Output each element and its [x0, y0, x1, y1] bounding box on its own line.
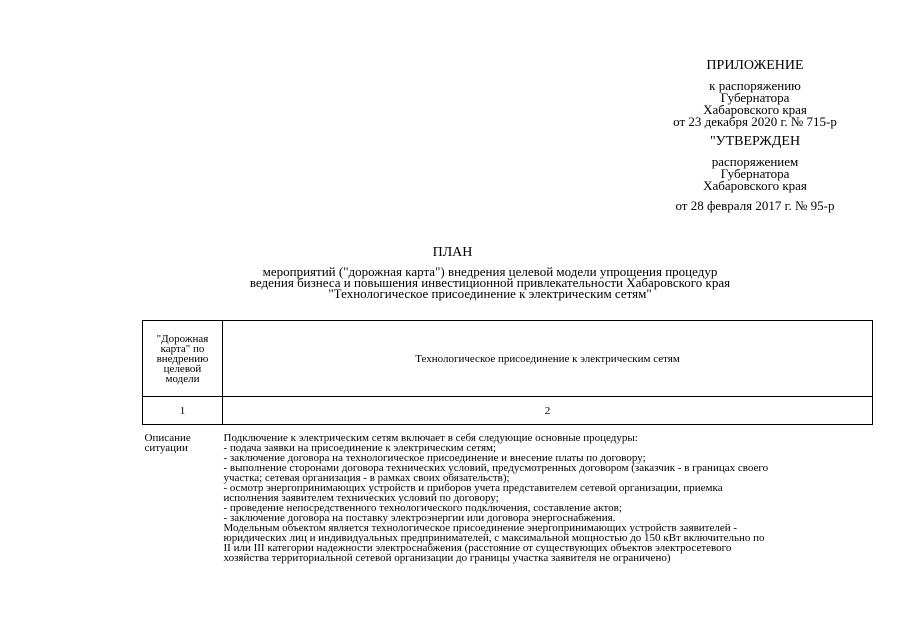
column-number-2: 2 — [223, 397, 873, 425]
approved-line: от 28 февраля 2017 г. № 95-р — [675, 198, 835, 213]
plan-subtitle-line: мероприятий ("дорожная карта") внедрения целевой модели упрощения процедур — [262, 264, 718, 279]
description-line: исполнения заявителем технических условий по договору; — [223, 492, 499, 504]
description-line: хозяйства территориальной сетевой организации до границы участка заявителя не ограничено) — [223, 552, 671, 564]
description-line: - подача заявки на присоединение к электрическим сетям; — [223, 442, 497, 454]
appendix-line: Хабаровского края — [703, 102, 807, 117]
row-label-cell — [143, 425, 223, 565]
appendix-line: от 23 декабря 2020 г. № 715-р — [673, 114, 837, 129]
header-cell-line: модели — [165, 372, 200, 385]
description-line: - заключение договора на поставку электроэнергии или договора энергоснабжения. — [223, 512, 616, 524]
table-number-row — [143, 397, 873, 425]
description-line: юридических лиц и индивидуальных предпринимателей, с максимальной мощностью до 150 кВт включительно по — [223, 532, 765, 544]
header-cell-roadmap — [143, 321, 223, 397]
plan-subtitle — [180, 266, 800, 299]
approved-line: распоряжением — [711, 154, 799, 169]
header-cell-topic: Технологическое присоединение к электрическим сетям — [223, 321, 873, 397]
appendix-line: Губернатора — [720, 90, 790, 105]
plan-title: ПЛАН — [432, 245, 473, 260]
header-cell-line: "Дорожная — [156, 332, 209, 345]
description-line: - проведение непосредственного технологического подключения, составление актов; — [223, 502, 622, 514]
description-line: участка; сетевая организация - в рамках своих обязательств); — [223, 472, 510, 484]
approved-line: Губернатора — [720, 166, 790, 181]
header-cell-line: карта" по — [160, 342, 205, 355]
description-line: - заключение договора на технологическое присоединение и внесение платы по договору; — [223, 452, 646, 464]
description-cell — [223, 425, 873, 565]
header-cell-line: целевой — [163, 362, 202, 375]
header-cell-line: внедрению — [156, 352, 209, 365]
roadmap-table — [142, 320, 873, 564]
approved-title: "УТВЕРЖДЕН — [709, 134, 801, 149]
description-line: II или III категории надежности электроснабжения (расстояние от существующих объектов электросетевого — [223, 542, 732, 554]
appendix-block — [640, 60, 870, 212]
row-label-line: Описание — [144, 432, 191, 444]
approved-line: Хабаровского края — [703, 178, 807, 193]
description-line: - выполнение сторонами договора технических условий, предусмотренных договором (заказчик - в границах своего — [223, 462, 769, 474]
table-header-row — [143, 321, 873, 397]
plan-subtitle-line: ведения бизнеса и повышения инвестиционной привлекательности Хабаровского края — [249, 275, 731, 290]
description-line: - осмотр энергопринимающих устройств и приборов учета представителем сетевой организации, приемка — [223, 482, 723, 494]
row-label-line: ситуации — [144, 442, 188, 454]
description-line: Подключение к электрическим сетям включает в себя следующие основные процедуры: — [223, 432, 638, 444]
table-row — [143, 425, 873, 565]
column-number-1: 1 — [143, 397, 223, 425]
description-line: Модельным объектом является технологическое присоединение энергопринимающих устройств заявителей - — [223, 522, 738, 534]
appendix-title: ПРИЛОЖЕНИЕ — [706, 58, 804, 73]
plan-subtitle-line: "Технологическое присоединение к электрическим сетям" — [328, 286, 652, 301]
appendix-line: к распоряжению — [709, 78, 801, 93]
